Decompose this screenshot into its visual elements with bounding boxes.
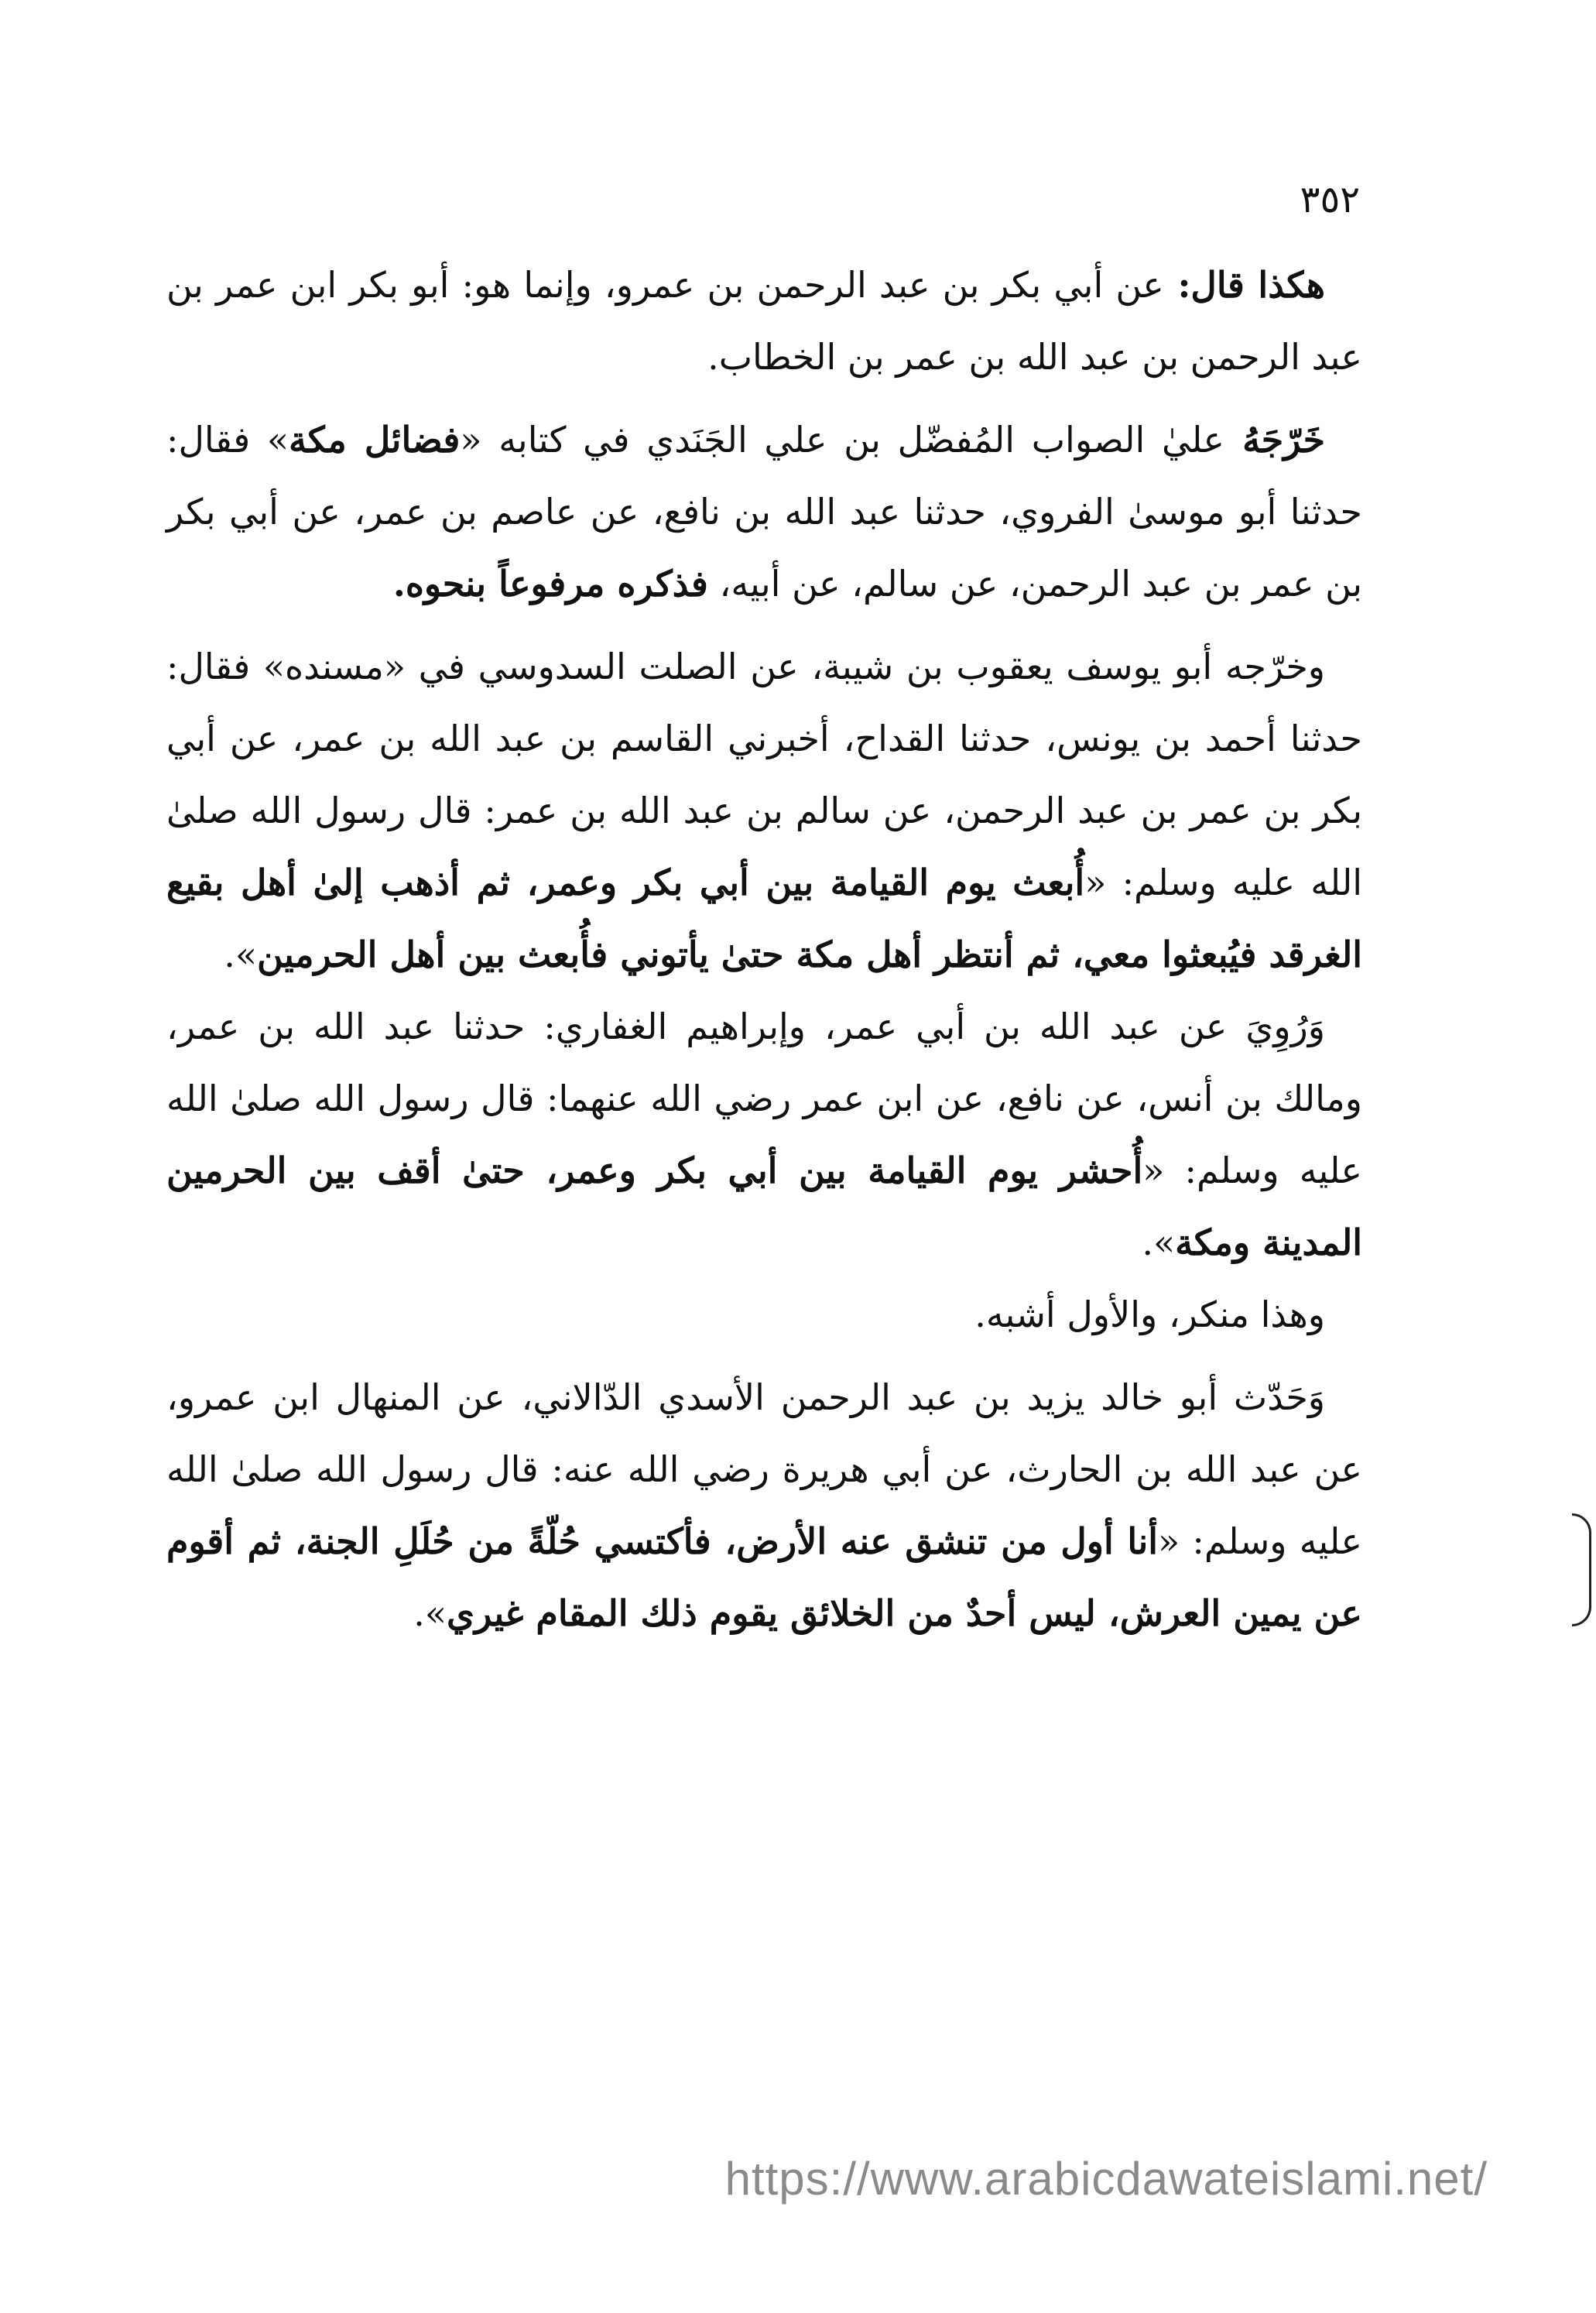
text-segment: وَرُوِيَ عن عبد الله بن أبي عمر، وإبراهيم الغفاري: حدثنا عبد الله بن عمر، ومالك بن أنس، عن نافع، عن ابن عمر رضي الله عنهما: قال رسول الله صلىٰ الله عليه وسلم: « <box>166 1006 1362 1191</box>
text-segment: عليٰ الصواب المُفضّل بن علي الجَنَدي في كتابه « <box>460 419 1224 461</box>
text-segment: ». <box>413 1592 447 1634</box>
text-segment: وَحَدّث أبو خالد يزيد بن عبد الرحمن الأسدي الدّالاني، عن المنهال ابن عمرو، عن عبد الله بن الحارث، عن أبي هريرة رضي الله عنه: قال رسول الله صلىٰ الله عليه وسلم: « <box>166 1376 1362 1562</box>
paragraph-1 <box>166 249 1362 393</box>
text-segment: وخرّجه أبو يوسف يعقوب بن شيبة، عن الصلت السدوسي في «مسنده» فقال: حدثنا أحمد بن يونس، حدثنا القداح، أخبرني القاسم بن عبد الله بن عمر، عن أبي بكر بن عمر بن عبد الرحمن، عن سالم بن عبد الله بن عمر: قال رسول الله صلىٰ الله عليه وسلم: « <box>166 646 1362 903</box>
text-segment: فذكره مرفوعاً بنحوه. <box>392 563 708 605</box>
text-segment: أُبعث يوم القيامة بين أبي بكر وعمر، ثم أذهب إلىٰ أهل بقيع الغرقد فيُبعثوا معي، ثم أنتظر أهل مكة حتىٰ يأتوني فأُبعث بين أهل الحرمين <box>166 862 1362 975</box>
text-segment: هكذا قال: <box>1163 264 1325 306</box>
paragraph-6 <box>166 1362 1362 1650</box>
text-segment: أنا أول من تنشق عنه الأرض، فأكتسي حُلّةً من حُلَلِ الجنة، ثم أقوم عن يمين العرش، ليس أحدٌ من الخلائق يقوم ذلك المقام غيري <box>166 1520 1362 1634</box>
text-segment: عن أبي بكر بن عبد الرحمن بن عمرو، وإنما هو: أبو بكر ابن عمر بن عبد الرحمن بن عبد الله بن عمر بن الخطاب. <box>166 264 1362 378</box>
text-segment: ». <box>1142 1222 1176 1263</box>
text-segment: فضائل مكة <box>289 419 461 461</box>
text-segment: خَرّجَهُ <box>1224 419 1326 461</box>
paragraph-4 <box>166 991 1362 1279</box>
text-segment: » فقال: حدثنا أبو موسىٰ الفروي، حدثنا عبد الله بن نافع، عن عاصم بن عمر، عن أبي بكر بن عمر بن عبد الرحمن، عن سالم، عن أبيه، <box>166 419 1362 605</box>
paragraph-5 <box>166 1279 1362 1351</box>
watermark-url: https://www.arabicdawateislami.net/ <box>724 2153 1488 2205</box>
text-segment: أُحشر يوم القيامة بين أبي بكر وعمر، حتىٰ أقف بين الحرمين المدينة ومكة <box>166 1150 1362 1263</box>
body-text <box>166 249 1362 1650</box>
paragraph-3 <box>166 631 1362 991</box>
paragraph-2 <box>166 404 1362 620</box>
text-segment: ». <box>224 934 258 975</box>
binding-edge-mark <box>1572 1513 1591 1626</box>
text-segment: وهذا منكر، والأول أشبه. <box>974 1294 1325 1335</box>
page-number: ٣٥٢ <box>1300 178 1360 221</box>
